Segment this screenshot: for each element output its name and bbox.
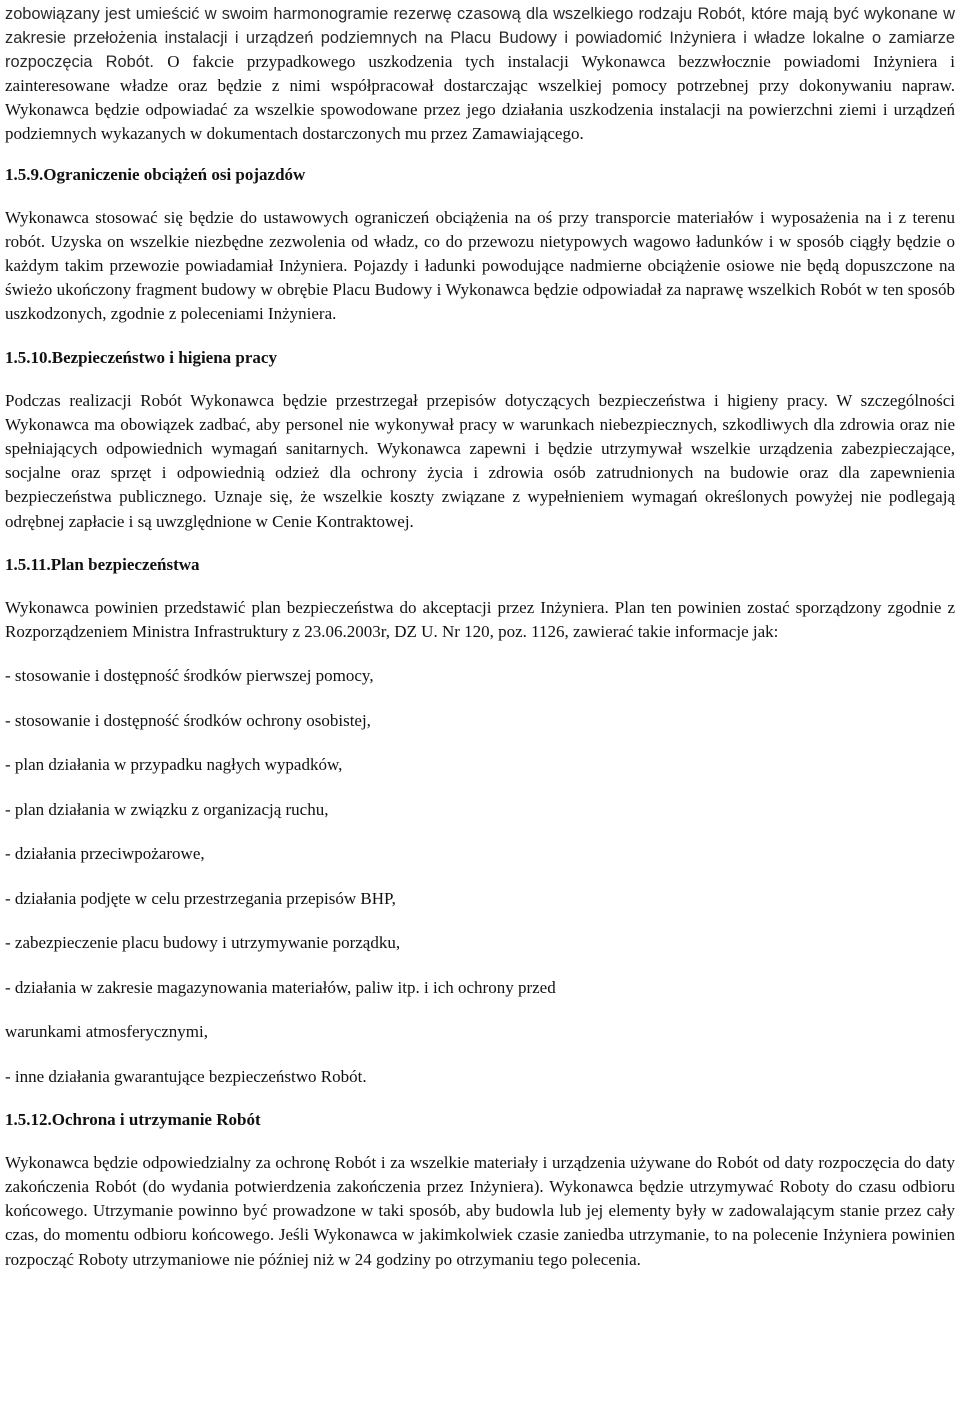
- list-item: - stosowanie i dostępność środków pierwszej pomocy,: [5, 666, 374, 686]
- section-heading-axle-load: 1.5.9.Ograniczenie obciążeń osi pojazdów: [5, 164, 306, 184]
- list-item: warunkami atmosferycznymi,: [5, 1022, 208, 1042]
- intro-sans-text: zobowiązany jest umieścić w swoim harmonogramie rezerwę czasową dla wszelkiego rodzaju Robót, które mają być wykonane w zakresie przełożenia instalacji i urządzeń podziemnych na Placu Budowy i powiadomić Inżyniera i władze lokalne o zamiarze rozpoczęcia Robót.: [5, 5, 955, 72]
- safety-plan-list: [5, 664, 955, 1089]
- intro-paragraph: [5, 2, 955, 147]
- section-heading-safety-plan: 1.5.11.Plan bezpieczeństwa: [5, 554, 200, 574]
- list-item: - inne działania gwarantujące bezpieczeństwo Robót.: [5, 1066, 367, 1086]
- list-item: - stosowanie i dostępność środków ochrony osobistej,: [5, 710, 371, 730]
- section-body-axle-load: Wykonawca stosować się będzie do ustawowych ograniczeń obciążenia na oś przy transporcie materiałów i wyposażenia na i z terenu robót. Uzyska on wszelkie niezbędne zezwolenia od władz, co do przewozu nietypowych wagowo ładunków i w sposób ciągły będzie o każdym takim przewozie powiadamiał Inżyniera. Pojazdy i ładunki powodujące nadmierne obciążenie osiowe nie będą dopuszczone na świeżo ukończony fragment budowy w obrębie Placu Budowy i Wykonawca będzie odpowiadał za naprawę wszelkich Robót w ten sposób uszkodzonych, zgodnie z poleceniami Inżyniera.: [5, 207, 955, 324]
- section-body-protection-maintenance: Wykonawca będzie odpowiedzialny za ochronę Robót i za wszelkie materiały i urządzenia używane do Robót od daty rozpoczęcia do daty zakończenia Robót (do wydania potwierdzenia zakończenia przez Inżyniera). Wykonawca będzie utrzymywać Roboty do czasu odbioru końcowego. Utrzymanie powinno być prowadzone w taki sposób, aby budowla lub jej elementy były w zadowalającym stanie przez cały czas, do momentu odbioru końcowego. Jeśli Wykonawca w jakimkolwiek czasie zaniedba utrzymanie, to na polecenie Inżyniera powinien rozpocząć Roboty utrzymaniowe nie później niż w 24 godziny po otrzymaniu tego polecenia.: [5, 1152, 955, 1269]
- section-body-safety-plan: Wykonawca powinien przedstawić plan bezpieczeństwa do akceptacji przez Inżyniera. Plan ten powinien zostać sporządzony zgodnie z Rozporządzeniem Ministra Infrastruktury z 23.06.2003r, DZ U. Nr 120, poz. 1126, zawierać takie informacje jak:: [5, 597, 955, 641]
- section-heading-protection-maintenance: 1.5.12.Ochrona i utrzymanie Robót: [5, 1109, 261, 1129]
- list-item: - działania przeciwpożarowe,: [5, 844, 205, 864]
- section-heading-health-safety: 1.5.10.Bezpieczeństwo i higiena pracy: [5, 347, 277, 367]
- list-item: - plan działania w związku z organizacją ruchu,: [5, 799, 329, 819]
- list-item: - zabezpieczenie placu budowy i utrzymywanie porządku,: [5, 933, 401, 953]
- section-body-health-safety: Podczas realizacji Robót Wykonawca będzie przestrzegał przepisów dotyczących bezpieczeństwa i higieny pracy. W szczególności Wykonawca ma obowiązek zadbać, aby personel nie wykonywał pracy w warunkach niebezpiecznych, szkodliwych dla zdrowia oraz nie spełniających odpowiednich wymagań sanitarnych. Wykonawca zapewni i będzie utrzymywał wszelkie urządzenia zabezpieczające, socjalne oraz sprzęt i odpowiednią odzież dla ochrony życia i zdrowia osób zatrudnionych na budowie oraz dla zapewnienia bezpieczeństwa publicznego. Uznaje się, że wszelkie koszty związane z wypełnieniem wymagań określonych powyżej nie podlegają odrębnej zapłacie i są uwzględnione w Cenie Kontraktowej.: [5, 390, 955, 531]
- list-item: - plan działania w przypadku nagłych wypadków,: [5, 755, 343, 775]
- intro-serif-text: O fakcie przypadkowego uszkodzenia tych instalacji Wykonawca bezzwłocznie powiadomi Inżyniera i zainteresowane władze oraz będzie z nimi współpracował dostarczając wszelkiej pomocy potrzebnej przy dokonywaniu napraw. Wykonawca będzie odpowiadać za wszelkie spowodowane przez jego działania uszkodzenia instalacji na powierzchni ziemi i urządzeń podziemnych wykazanych w dokumentach dostarczonych mu przez Zamawiającego.: [5, 52, 955, 144]
- list-item: - działania w zakresie magazynowania materiałów, paliw itp. i ich ochrony przed: [5, 977, 556, 997]
- list-item: - działania podjęte w celu przestrzegania przepisów BHP,: [5, 888, 396, 908]
